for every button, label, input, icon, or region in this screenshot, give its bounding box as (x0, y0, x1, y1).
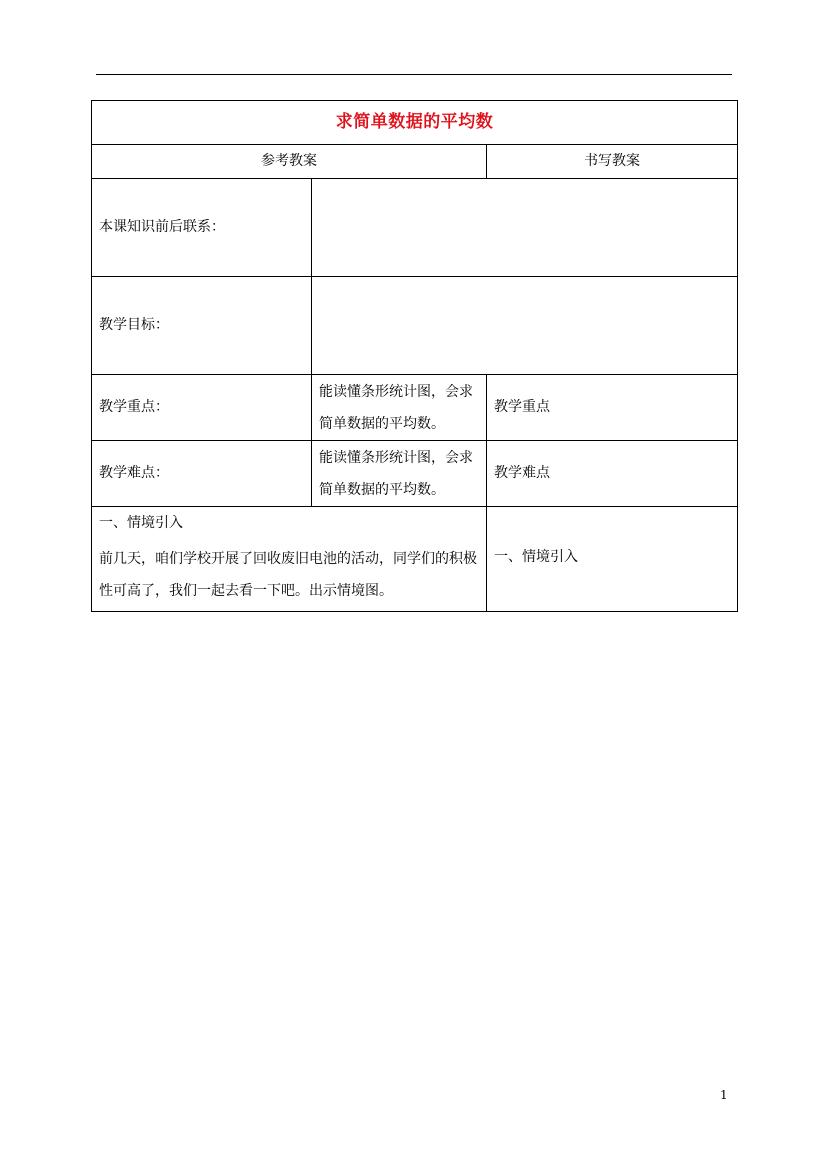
difficult-point-content: 能读懂条形统计图，会求简单数据的平均数。 (312, 441, 487, 507)
intro-heading: 一、情境引入 (99, 515, 183, 531)
intro-content (92, 507, 487, 612)
page-number: 1 (720, 1088, 728, 1102)
difficult-point-note: 教学难点 (487, 441, 738, 507)
column-header-written: 书写教案 (487, 145, 738, 179)
intro-row (92, 507, 738, 612)
key-point-row (92, 375, 738, 441)
key-point-content: 能读懂条形统计图，会求简单数据的平均数。 (312, 375, 487, 441)
title-row (92, 101, 738, 145)
header-rule (96, 74, 732, 75)
column-header-row (92, 145, 738, 179)
difficult-point-label: 教学难点： (92, 441, 312, 507)
intro-note: 一、情境引入 (494, 549, 578, 565)
teaching-goal-content (312, 277, 738, 375)
knowledge-link-content (312, 179, 738, 277)
teaching-goal-label: 教学目标： (92, 277, 312, 375)
column-header-reference: 参考教案 (92, 145, 487, 179)
knowledge-link-label: 本课知识前后联系： (92, 179, 312, 277)
key-point-note: 教学重点 (487, 375, 738, 441)
lesson-plan-table (91, 100, 738, 612)
intro-note-cell (487, 507, 738, 612)
intro-body: 前几天，咱们学校开展了回收废旧电池的活动，同学们的积极性可高了，我们一起去看一下吧。出示情境图。 (99, 551, 477, 599)
difficult-point-row (92, 441, 738, 507)
document-title: 求简单数据的平均数 (92, 101, 738, 145)
teaching-goal-row (92, 277, 738, 375)
key-point-label: 教学重点： (92, 375, 312, 441)
knowledge-link-row (92, 179, 738, 277)
